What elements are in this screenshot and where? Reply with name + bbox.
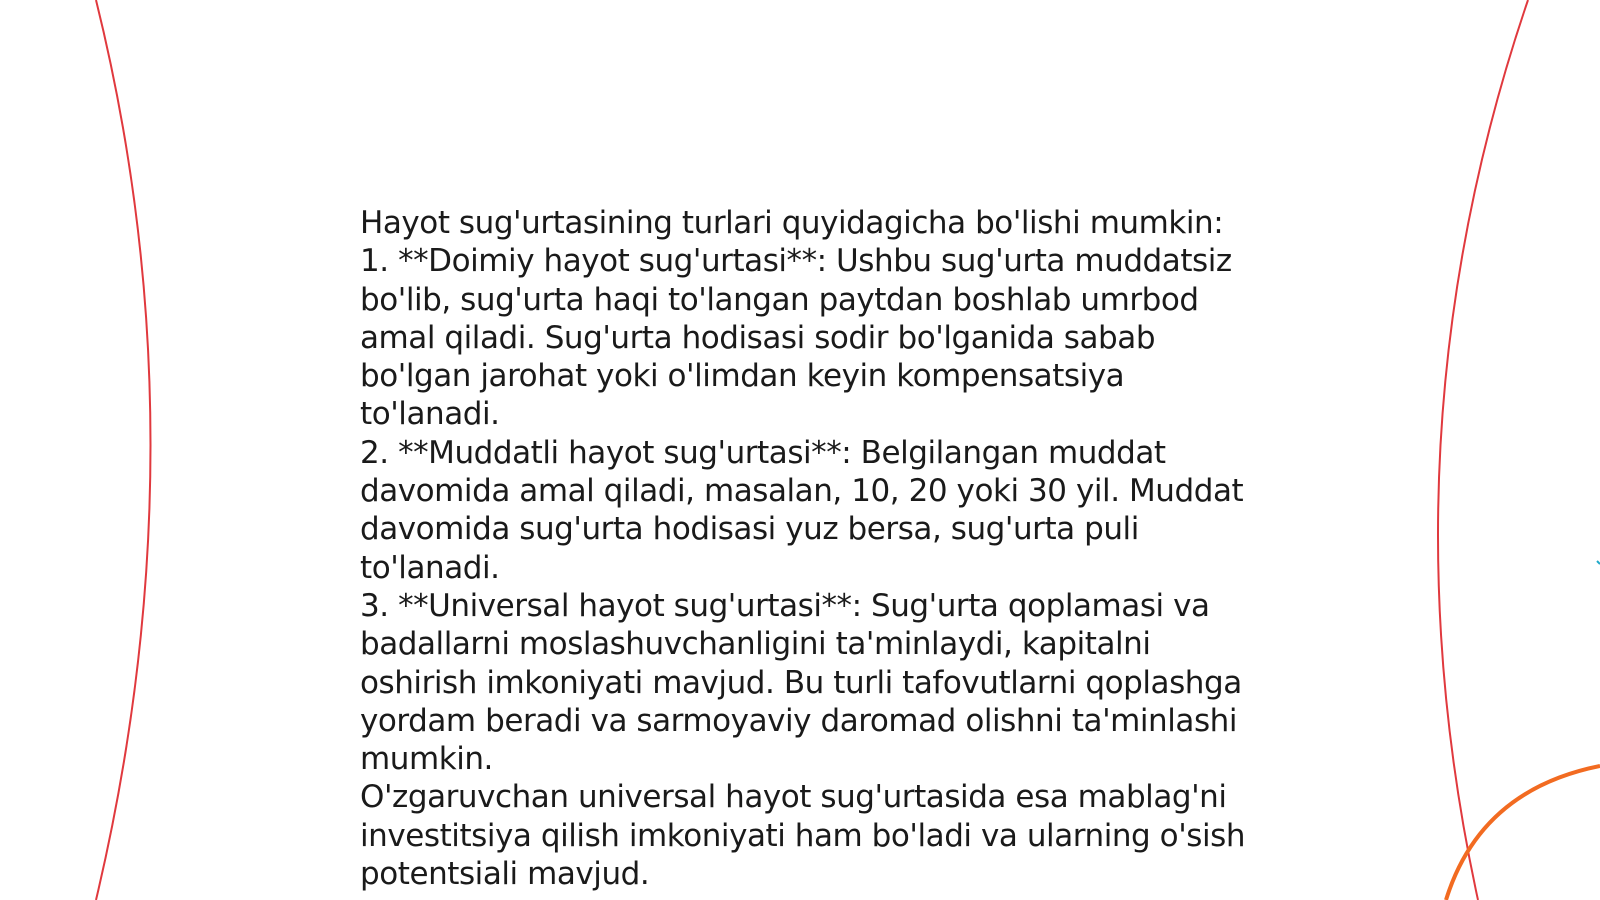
closing-paragraph: O'zgaruvchan universal hayot sug'urtasida esa mablag'ni investitsiya qilish imkoniyati ham bo'ladi va ularning o'sish potentsiali mavjud.: [360, 779, 1246, 893]
list-item-universal-life: 3. **Universal hayot sug'urtasi**: Sug'urta qoplamasi va badallarni moslashuvchanligini ta'minlaydi, kapitalni oshirish imkoniyati mavjud. Bu turli tafovutlarni qoplashga yordam beradi va sarmoyaviy daromad olishni ta'minlashi mumkin.: [360, 587, 1242, 778]
right-curve-decoration: [1438, 0, 1528, 900]
list-item-whole-life: 1. **Doimiy hayot sug'urtasi**: Ushbu sug'urta muddatsiz bo'lib, sug'urta haqi to'langan paytdan boshlab umrbod amal qiladi. Sug'urta hodisasi sodir bo'lganida sabab bo'lgan jarohat yoki o'limdan keyin kompensatsiya to'lanadi.: [360, 243, 1232, 433]
intro-paragraph: Hayot sug'urtasining turlari quyidagicha bo'lishi mumkin:: [360, 205, 1224, 241]
bottom-right-arc-decoration: [1446, 766, 1600, 900]
left-curve-decoration: [96, 0, 151, 900]
slide-body-text: [360, 204, 1260, 893]
list-item-term-life: 2. **Muddatli hayot sug'urtasi**: Belgilangan muddat davomida amal qiladi, masalan, 10, 20 yoki 30 yil. Muddat davomida sug'urta hodisasi yuz bersa, sug'urta puli to'lanadi.: [360, 434, 1244, 586]
